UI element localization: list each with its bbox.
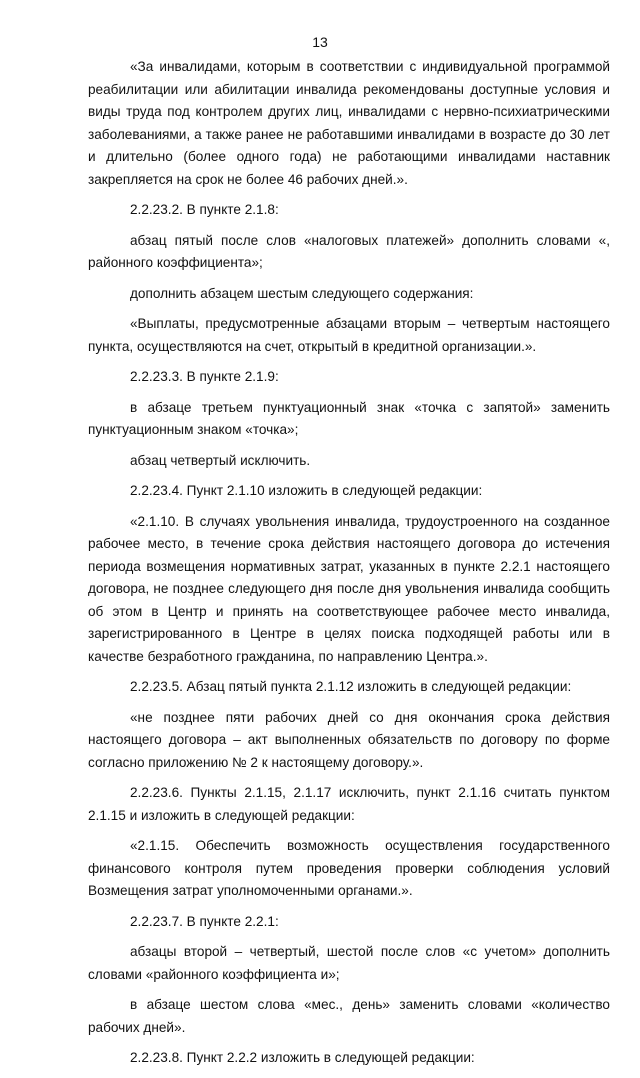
paragraph: «не позднее пяти рабочих дней со дня окончания срока действия настоящего договора – акт выполненных обязательств по договору по форме согласно приложению № 2 к настоящему договору.». (88, 709, 610, 770)
paragraph: в абзаце шестом слова «мес., день» заменить словами «количество рабочих дней». (88, 997, 610, 1035)
page-number: 13 (312, 34, 328, 50)
paragraph: 2.2.23.8. Пункт 2.2.2 изложить в следующей редакции: (130, 1050, 475, 1065)
paragraph: «2.1.10. В случаях увольнения инвалида, трудоустроенного на созданное рабочее место, в течение срока действия настоящего договора до истечения периода возмещения нормативных затрат, указанных в пункте 2.2.1 настоящего договора, не позднее следующего дня после дня увольнения инвалида сообщить об этом в Центр и принять на соответствующее рабочее место инвалида, зарегистрированного в Центре в целях поиска подходящей работы или в качестве безработного гражданина, по направлению Центра.». (88, 513, 610, 664)
paragraph: 2.2.23.6. Пункты 2.1.15, 2.1.17 исключить, пункт 2.1.16 считать пунктом 2.1.15 и изложить в следующей редакции: (88, 785, 610, 823)
paragraph: абзац пятый после слов «налоговых платежей» дополнить словами «, районного коэффициента»; (88, 232, 610, 270)
paragraph: в абзаце третьем пунктуационный знак «точка с запятой» заменить пунктуационным знаком «точка»; (88, 399, 610, 437)
paragraph: абзацы второй – четвертый, шестой после слов «с учетом» дополнить словами «районного коэффициента и»; (88, 944, 610, 982)
paragraph: абзац четвертый исключить. (130, 452, 311, 468)
paragraph: 2.2.23.3. В пункте 2.1.9: (130, 369, 279, 384)
paragraph: «Выплаты, предусмотренные абзацами вторым – четвертым настоящего пункта, осуществляются на счет, открытый в кредитной организации.». (88, 316, 610, 354)
paragraph: дополнить абзацем шестым следующего содержания: (130, 285, 474, 301)
paragraph: 2.2.23.2. В пункте 2.1.8: (130, 202, 279, 217)
paragraph: 2.2.23.5. Абзац пятый пункта 2.1.12 изложить в следующей редакции: (130, 679, 572, 694)
paragraph: «За инвалидами, которым в соответствии с индивидуальной программой реабилитации или абилитации инвалида рекомендованы доступные условия и виды труда под контролем других лиц, инвалидами с нервно-психиатрическими заболеваниями, а также ранее не работавшими инвалидами в возрасте до 30 лет и длительно (более одного года) не работающими инвалидами наставник закрепляется на срок не более 46 рабочих дней.». (88, 59, 610, 187)
paragraph: «2.1.15. Обеспечить возможность осуществления государственного финансового контроля путем проведения проверки соблюдения условий Возмещения затрат уполномоченными органами.». (88, 838, 610, 898)
document-body (88, 56, 610, 1078)
paragraph: 2.2.23.4. Пункт 2.1.10 изложить в следующей редакции: (130, 483, 483, 498)
paragraph: 2.2.23.7. В пункте 2.2.1: (130, 913, 279, 929)
